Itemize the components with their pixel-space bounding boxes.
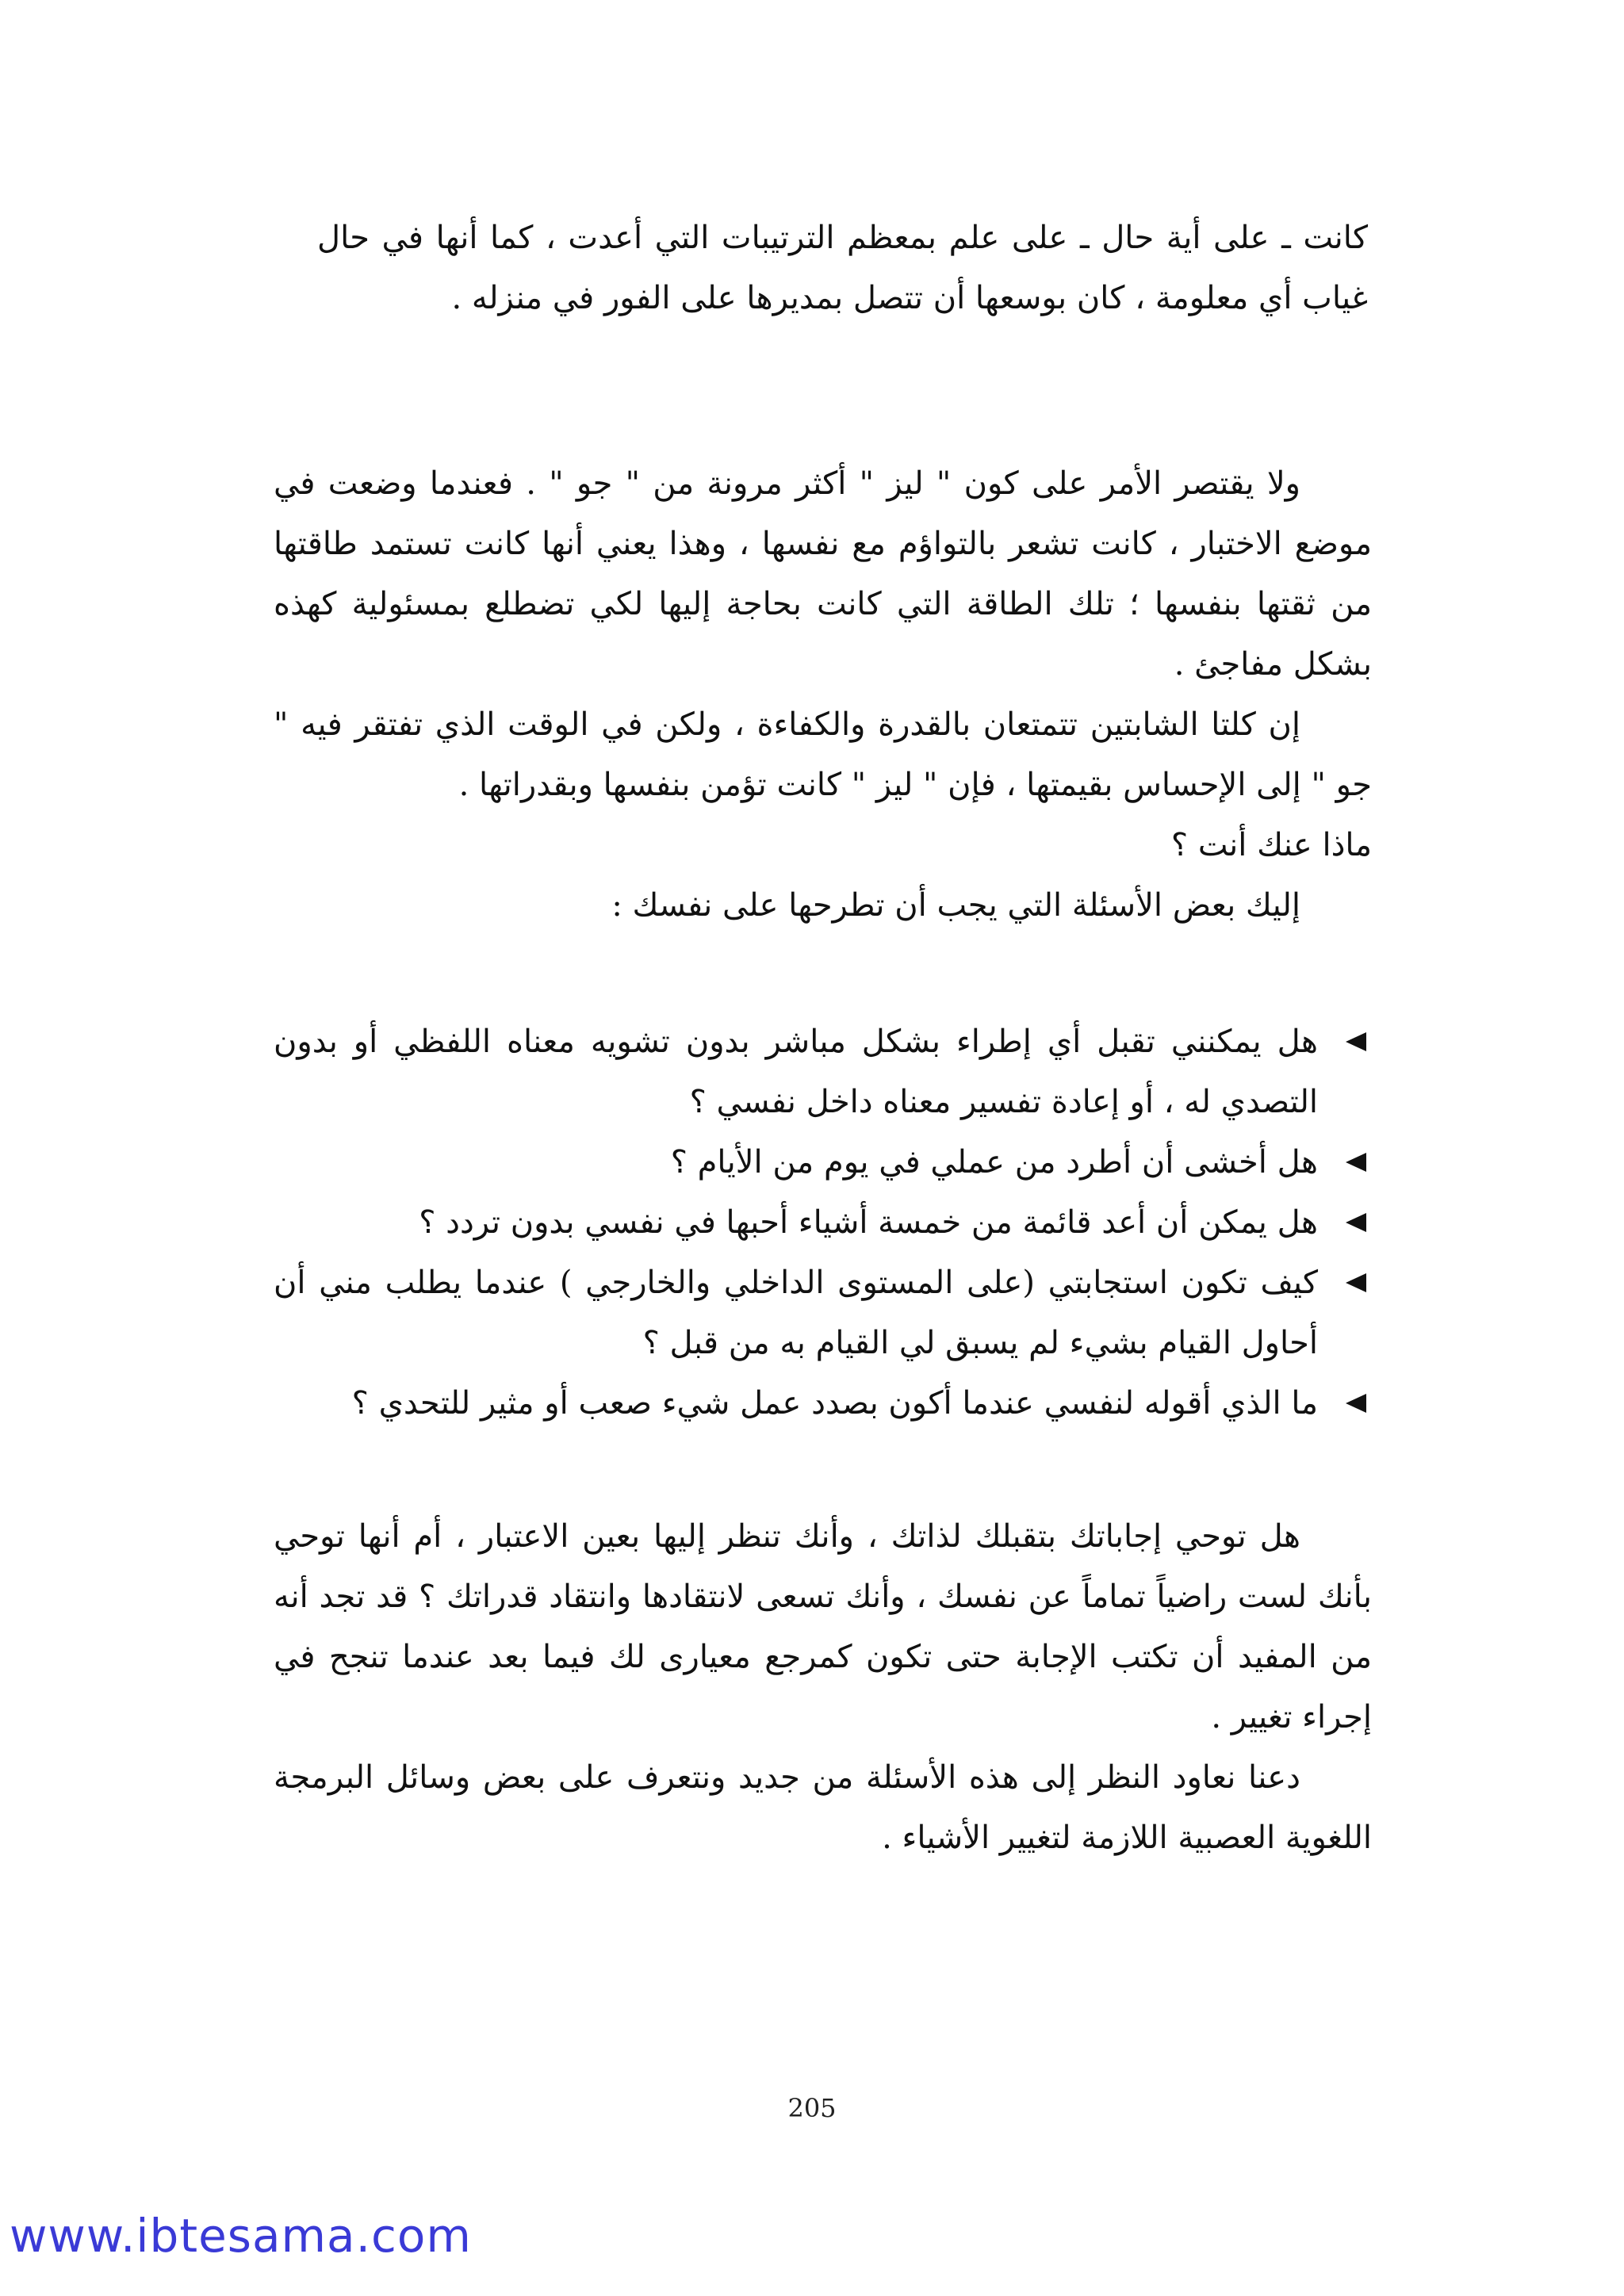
list-item	[274, 1373, 1372, 1433]
paragraph-3: إن كلتا الشابتين تتمتعان بالقدرة والكفاءة ، ولكن في الوقت الذي تفتقر فيه " جو " إلى الإحساس بقيمتها ، فإن " ليز " كانت تؤمن بنفسها وبقدراتها .	[274, 706, 1372, 803]
left-pointing-triangle-icon	[1340, 1253, 1372, 1313]
question-text: كيف تكون استجابتي (على المستوى الداخلي والخارجي ) عندما يطلب مني أن أحاول القيام بشيء لم يسبق لي القيام به من قبل ؟	[274, 1265, 1318, 1361]
list-item	[274, 1253, 1372, 1373]
list-item	[274, 1012, 1372, 1132]
watermark-url: www.ibtesama.com	[10, 2209, 472, 2263]
questions-list	[274, 1012, 1372, 1433]
closing-paragraphs-block	[274, 1506, 1372, 1868]
paragraph-5: إليك بعض الأسئلة التي يجب أن تطرحها على نفسك :	[611, 887, 1300, 924]
opening-paragraph-block	[317, 208, 1368, 328]
question-text: هل أخشى أن أطرد من عملي في يوم من الأيام ؟	[670, 1144, 1318, 1181]
left-pointing-triangle-icon	[1340, 1373, 1372, 1433]
left-pointing-triangle-icon	[1340, 1192, 1372, 1253]
left-pointing-triangle-icon	[1340, 1132, 1372, 1192]
list-item	[274, 1192, 1372, 1253]
question-text: هل يمكن أن أعد قائمة من خمسة أشياء أحبها في نفسي بدون تردد ؟	[419, 1204, 1318, 1241]
page-number: 205	[787, 2093, 837, 2123]
question-text: هل يمكنني تقبل أي إطراء بشكل مباشر بدون تشويه معناه اللفظي أو بدون التصدي له ، أو إعادة تفسير معناه داخل نفسي ؟	[274, 1024, 1318, 1120]
paragraph-1: كانت ـ على أية حال ـ على علم بمعظم الترتيبات التي أعدت ، كما أنها في حال غياب أي معلومة ، كان بوسعها أن تتصل بمديرها على الفور في منزله .	[317, 220, 1368, 316]
paragraph-6: هل توحي إجاباتك بتقبلك لذاتك ، وأنك تنظر إليها بعين الاعتبار ، أم أنها توحي بأنك لست راضياً تماماً عن نفسك ، وأنك تسعى لانتقادها وانتقاد قدراتك ؟ قد تجد أنه من المفيد أن تكتب الإجابة حتى تكون كمرجع معيارى لك فيما بعد عندما تنجح في إجراء تغيير .	[274, 1518, 1372, 1735]
paragraph-7: دعنا نعاود النظر إلى هذه الأسئلة من جديد ونتعرف على بعض وسائل البرمجة اللغوية العصبية اللازمة لتغيير الأشياء .	[274, 1759, 1372, 1856]
list-item	[274, 1132, 1372, 1192]
question-text: ما الذي أقوله لنفسي عندما أكون بصدد عمل شيء صعب أو مثير للتحدي ؟	[351, 1385, 1318, 1422]
middle-paragraphs-block	[274, 453, 1372, 936]
paragraph-4: ماذا عنك أنت ؟	[1170, 827, 1372, 863]
paragraph-2: ولا يقتصر الأمر على كون " ليز " أكثر مرونة من " جو " . فعندما وضعت في موضع الاختبار ، كانت تشعر بالتواؤم مع نفسها ، وهذا يعني أنها كانت تستمد طاقتها من ثقتها بنفسها ؛ تلك الطاقة التي كانت بحاجة إليها لكي تضطلع بمسئولية كهذه بشكل مفاجئ .	[274, 465, 1372, 683]
left-pointing-triangle-icon	[1340, 1012, 1372, 1072]
